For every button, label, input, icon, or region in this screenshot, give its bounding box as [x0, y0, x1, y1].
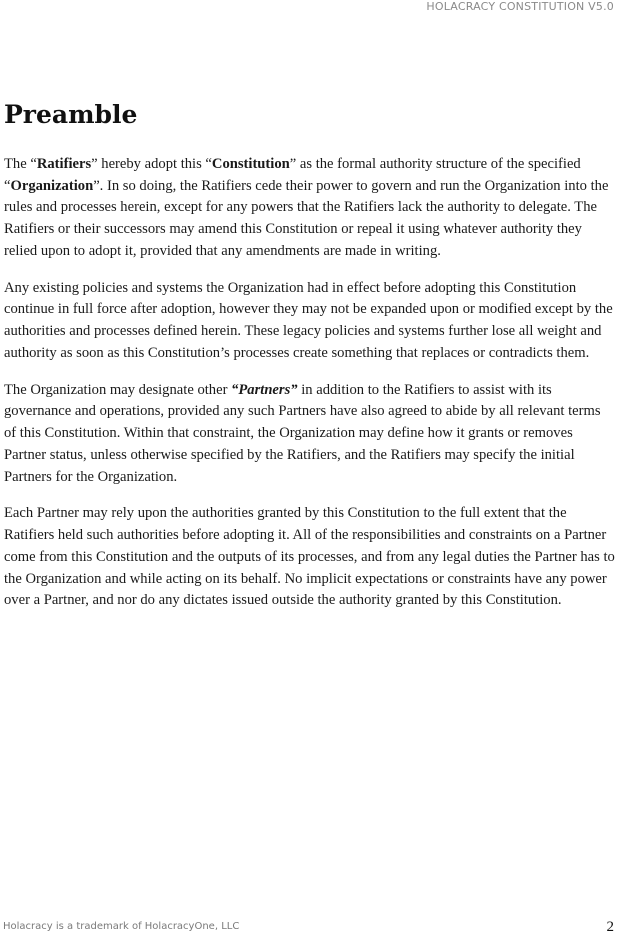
trademark-notice: Holacracy is a trademark of HolacracyOne, LLC: [3, 921, 240, 932]
running-header: HOLACRACY CONSTITUTION V5.0: [426, 0, 614, 13]
term-organization: Organization: [10, 177, 94, 194]
term-ratifiers: Ratifiers: [36, 156, 92, 172]
paragraph-partner-authority: Each Partner may rely upon the authorities granted by this Constitution to the full extent that the Ratifiers held such authorities before adopting it. All of the responsibilities and constraints on a Partner come from this Constitution and the outputs of its processes, and from any legal duties the Partner has to the Organization and while acting on its behalf. No implicit expectations or constraints have any power over a Partner, and nor do any dictates issued outside the authority granted by this Constitution.: [4, 505, 615, 609]
text-run: in addition to the Ratifiers to assist with its governance and operations, provided any such Partners have also agreed to abide by all relevant terms of this Constitution. Within that constraint, the Organization may define how it grants or removes Partner status, unless otherwise specified by the Ratifiers, and the Ratifiers may specify the initial Partners for the Organization.: [4, 381, 601, 485]
paragraph-ratifiers: [4, 154, 616, 263]
body-text: [4, 154, 616, 627]
paragraph-legacy-policies: Any existing policies and systems the Organization had in effect before adopting this Constitution continue in full force after adoption, however they may not be expanded upon or modified except by the authorities and processes defined herein. These legacy policies and systems further lose all weight and authority as soon as this Constitution’s processes create something that replaces or contradicts them.: [4, 279, 613, 361]
page-number: 2: [606, 919, 614, 935]
term-partners: “Partners”: [231, 381, 298, 398]
term-constitution: Constitution: [211, 156, 290, 172]
text-run: ” hereby adopt this “: [91, 156, 212, 172]
text-run: ” as the formal authority structure of the specified “: [4, 156, 581, 194]
section-title: Preamble: [4, 100, 138, 129]
text-run: The “: [4, 156, 37, 172]
paragraph-partners: [4, 380, 616, 489]
text-run: The Organization may designate other: [4, 381, 232, 398]
text-run: ”. In so doing, the Ratifiers cede their power to govern and run the Organization into the rules and processes herein, except for any powers that the Ratifiers lack the authority to delegate. The Ratifiers or their successors may amend this Constitution or repeal it using whatever authority they relied upon to adopt it, provided that any amendments are made in writing.: [4, 177, 609, 259]
